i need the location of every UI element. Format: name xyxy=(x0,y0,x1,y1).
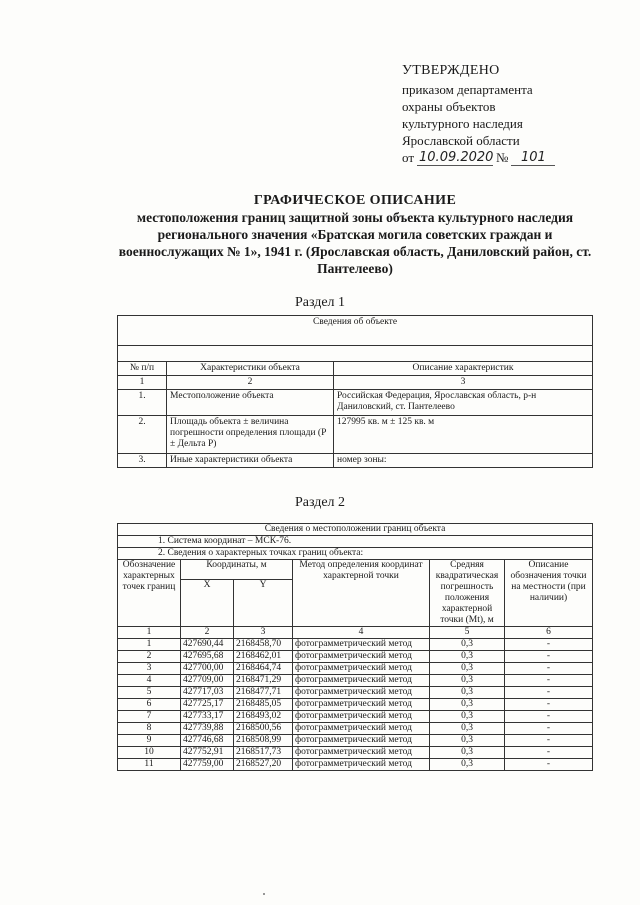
cell-a: 0,3 xyxy=(430,711,505,723)
row-number: 3. xyxy=(118,454,167,468)
cell-p: 7 xyxy=(118,711,181,723)
cell-p: 4 xyxy=(118,675,181,687)
title-sub: местоположения границ защитной зоны объекта культурного наследия регионального значения «Братская могила советских граждан и военнослужащих № 1», 1941 г. (Ярославская область, Даниловский район, ст. Пантелеево) xyxy=(118,210,592,276)
header-cell: Характеристики объекта xyxy=(167,362,334,376)
points-caption: 2. Сведения о характерных точках границ объекта: xyxy=(118,548,593,560)
cell-p: 6 xyxy=(118,699,181,711)
cell-m: фотограмметрический метод xyxy=(293,651,430,663)
cell-x: 427746,68 xyxy=(181,735,234,747)
cell-a: 0,3 xyxy=(430,675,505,687)
cell-m: фотограмметрический метод xyxy=(293,747,430,759)
colnum-cell: 5 xyxy=(430,627,505,639)
coordinate-rows xyxy=(118,639,593,771)
cell-p: 3 xyxy=(118,663,181,675)
table-row xyxy=(118,663,593,675)
cell-y: 2168517,73 xyxy=(234,747,293,759)
header-cell: № п/п xyxy=(118,362,167,376)
table-row xyxy=(118,735,593,747)
cell-x: 427717,03 xyxy=(181,687,234,699)
header-cell: Описание обозначения точки на местности (при наличии) xyxy=(505,560,593,627)
cell-x: 427690,44 xyxy=(181,639,234,651)
table-row xyxy=(118,651,593,663)
approval-line: культурного наследия xyxy=(402,116,523,131)
table-row xyxy=(118,416,593,454)
cell-a: 0,3 xyxy=(430,687,505,699)
cell-y: 2168508,99 xyxy=(234,735,293,747)
cell-y: 2168462,01 xyxy=(234,651,293,663)
header-cell: Метод определения координат характерной точки xyxy=(293,560,430,627)
table-row xyxy=(118,390,593,416)
cell-p: 1 xyxy=(118,639,181,651)
cell-y: 2168527,20 xyxy=(234,759,293,771)
cell-d: - xyxy=(505,699,593,711)
cell-m: фотограмметрический метод xyxy=(293,675,430,687)
cell-a: 0,3 xyxy=(430,663,505,675)
cell-p: 11 xyxy=(118,759,181,771)
row-description: 127995 кв. м ± 125 кв. м xyxy=(334,416,593,454)
approval-line: Ярославской области xyxy=(402,133,520,148)
colnum-cell: 3 xyxy=(234,627,293,639)
table-row xyxy=(118,711,593,723)
header-cell: Описание характеристик xyxy=(334,362,593,376)
number-prefix: № xyxy=(496,150,509,165)
cell-x: 427695,68 xyxy=(181,651,234,663)
header-cell: X xyxy=(181,580,234,627)
colnum-cell: 2 xyxy=(167,376,334,390)
cell-d: - xyxy=(505,675,593,687)
date-prefix: от xyxy=(402,150,415,165)
approval-line: приказом департамента xyxy=(402,82,533,97)
cell-y: 2168471,29 xyxy=(234,675,293,687)
cell-y: 2168485,05 xyxy=(234,699,293,711)
cell-d: - xyxy=(505,687,593,699)
table-row xyxy=(118,675,593,687)
cell-x: 427700,00 xyxy=(181,663,234,675)
cell-x: 427725,17 xyxy=(181,699,234,711)
table-row xyxy=(118,723,593,735)
table-row xyxy=(118,454,593,468)
row-characteristic: Площадь объекта ± величина погрешности определения площади (P ± Дельта P) xyxy=(167,416,334,454)
cell-d: - xyxy=(505,723,593,735)
table-caption: Сведения об объекте xyxy=(118,316,593,346)
cell-p: 5 xyxy=(118,687,181,699)
header-cell: Средняя квадратическая погрешность положения характерной точки (Mt), м xyxy=(430,560,505,627)
cell-a: 0,3 xyxy=(430,723,505,735)
cell-m: фотограмметрический метод xyxy=(293,687,430,699)
cell-m: фотограмметрический метод xyxy=(293,663,430,675)
cell-d: - xyxy=(505,651,593,663)
section2-label: Раздел 2 xyxy=(294,495,346,510)
cell-a: 0,3 xyxy=(430,639,505,651)
scan-speck xyxy=(263,893,265,895)
colnum-cell: 3 xyxy=(334,376,593,390)
header-cell: Y xyxy=(234,580,293,627)
cell-x: 427752,91 xyxy=(181,747,234,759)
cell-m: фотограмметрический метод xyxy=(293,699,430,711)
table-row xyxy=(118,639,593,651)
title-main: ГРАФИЧЕСКОЕ ОПИСАНИЕ xyxy=(253,193,457,208)
cell-a: 0,3 xyxy=(430,759,505,771)
table-row xyxy=(118,747,593,759)
cell-a: 0,3 xyxy=(430,699,505,711)
cell-y: 2168458,70 xyxy=(234,639,293,651)
cell-p: 8 xyxy=(118,723,181,735)
cell-y: 2168477,71 xyxy=(234,687,293,699)
row-number: 1. xyxy=(118,390,167,416)
cell-d: - xyxy=(505,759,593,771)
cell-y: 2168493,02 xyxy=(234,711,293,723)
table-row xyxy=(118,687,593,699)
cell-m: фотограмметрический метод xyxy=(293,711,430,723)
cell-p: 9 xyxy=(118,735,181,747)
approval-line: охраны объектов xyxy=(402,99,496,114)
cell-m: фотограмметрический метод xyxy=(293,759,430,771)
cell-m: фотограмметрический метод xyxy=(293,639,430,651)
cell-x: 427739,88 xyxy=(181,723,234,735)
cell-a: 0,3 xyxy=(430,735,505,747)
colnum-cell: 1 xyxy=(118,627,181,639)
approval-date: 10.09.2020 xyxy=(419,150,494,165)
table-row xyxy=(118,759,593,771)
cell-y: 2168500,56 xyxy=(234,723,293,735)
approval-header: УТВЕРЖДЕНО xyxy=(402,63,500,78)
table-row xyxy=(118,699,593,711)
row-number: 2. xyxy=(118,416,167,454)
header-cell: Обозначение характерных точек границ xyxy=(118,560,181,627)
cell-a: 0,3 xyxy=(430,651,505,663)
colnum-cell: 2 xyxy=(181,627,234,639)
cell-m: фотограмметрический метод xyxy=(293,735,430,747)
row-description: номер зоны: xyxy=(334,454,593,468)
document-title xyxy=(105,192,605,277)
cell-m: фотограмметрический метод xyxy=(293,723,430,735)
cell-d: - xyxy=(505,747,593,759)
section1-label: Раздел 1 xyxy=(294,295,346,310)
cell-a: 0,3 xyxy=(430,747,505,759)
cell-d: - xyxy=(505,639,593,651)
cell-y: 2168464,74 xyxy=(234,663,293,675)
cell-x: 427733,17 xyxy=(181,711,234,723)
cell-p: 10 xyxy=(118,747,181,759)
header-cell: Координаты, м xyxy=(181,560,293,580)
cell-d: - xyxy=(505,711,593,723)
cell-x: 427759,00 xyxy=(181,759,234,771)
coordinates-table xyxy=(117,523,593,771)
cell-x: 427709,00 xyxy=(181,675,234,687)
empty-row xyxy=(118,346,593,362)
cell-d: - xyxy=(505,663,593,675)
approval-block xyxy=(402,62,602,166)
table-caption: Сведения о местоположении границ объекта xyxy=(118,524,593,536)
coordinate-system: 1. Система координат – МСК-76. xyxy=(118,536,593,548)
colnum-cell: 4 xyxy=(293,627,430,639)
cell-d: - xyxy=(505,735,593,747)
row-characteristic: Местоположение объекта xyxy=(167,390,334,416)
approval-date-line xyxy=(402,149,602,166)
row-characteristic: Иные характеристики объекта xyxy=(167,454,334,468)
cell-p: 2 xyxy=(118,651,181,663)
row-description: Российская Федерация, Ярославская область, р-н Даниловский, ст. Пантелеево xyxy=(334,390,593,416)
colnum-cell: 6 xyxy=(505,627,593,639)
object-info-table xyxy=(117,315,593,468)
colnum-cell: 1 xyxy=(118,376,167,390)
approval-number: 101 xyxy=(511,151,555,166)
